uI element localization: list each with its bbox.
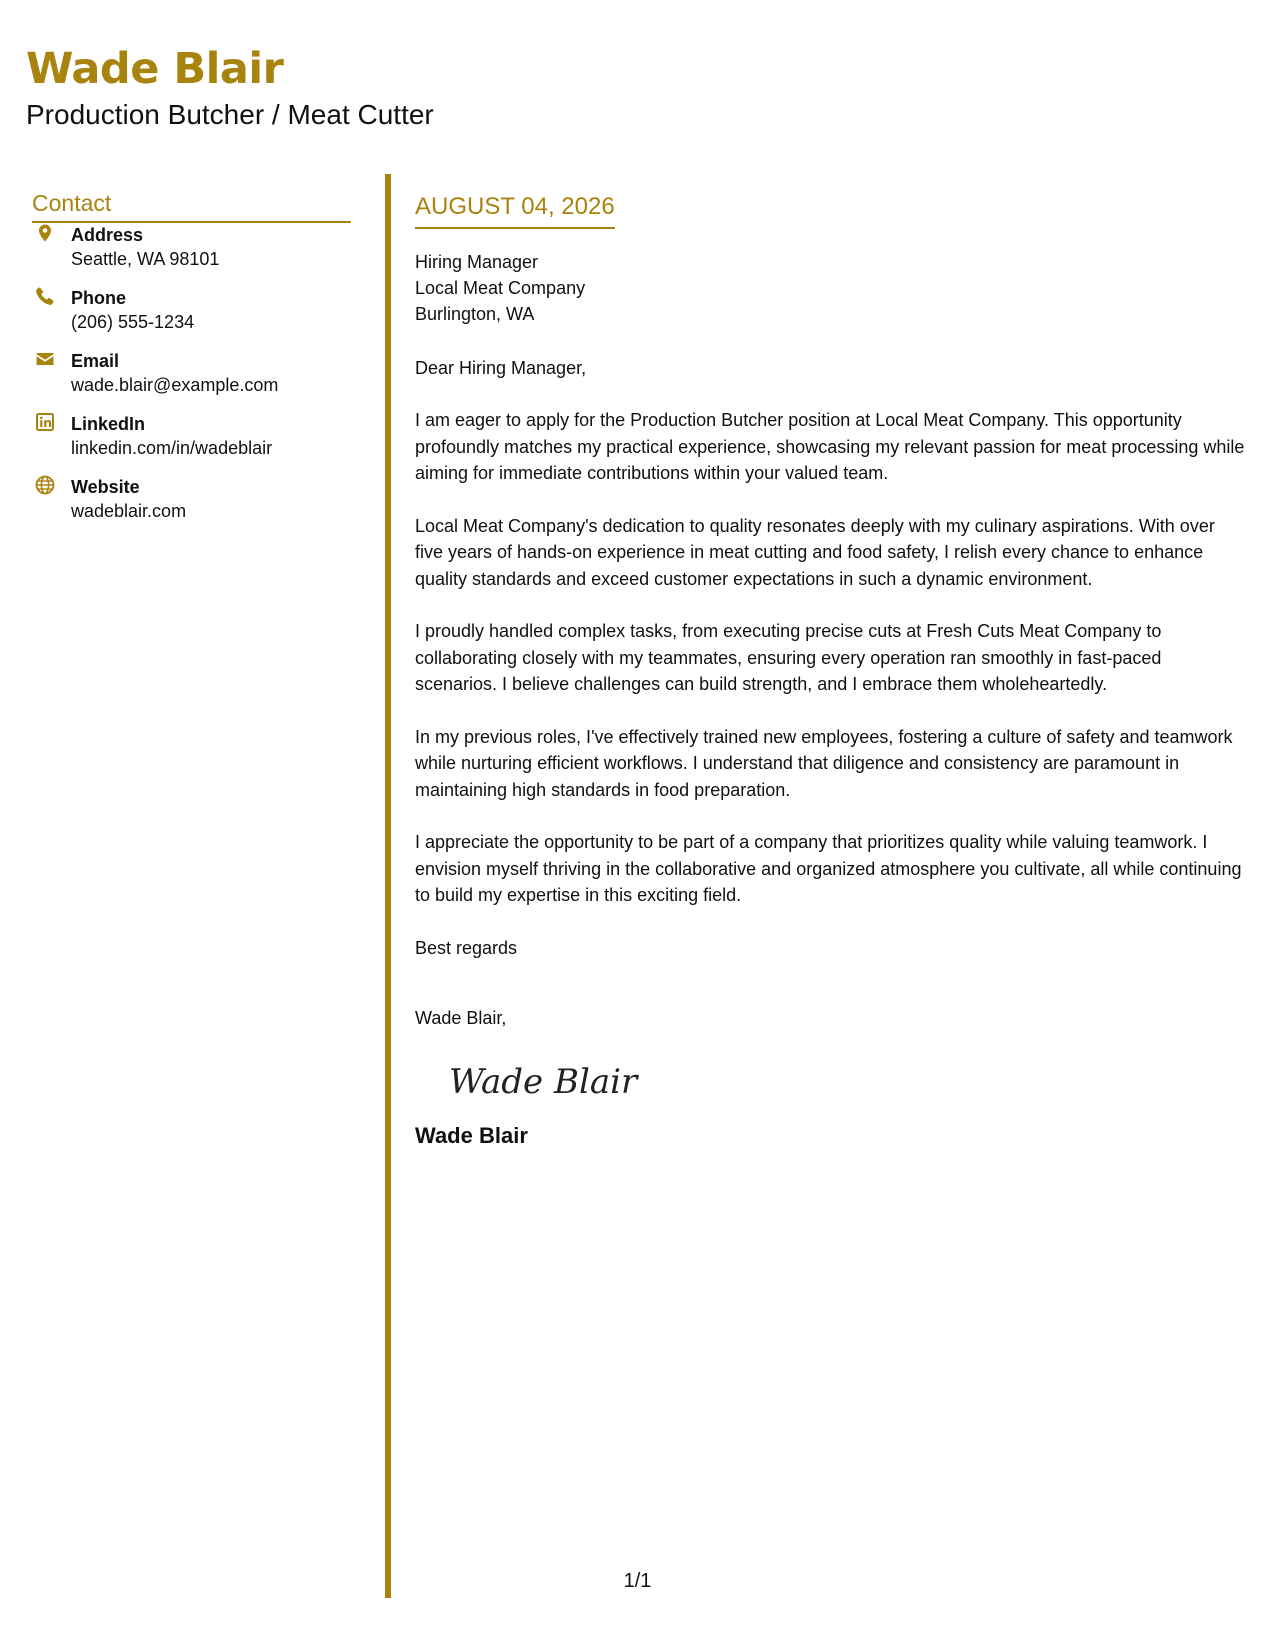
- signoff-name: Wade Blair,: [415, 1007, 507, 1028]
- letter-paragraph: I appreciate the opportunity to be part of a company that prioritizes quality while valuing teamwork. I envision myself thriving in the collaborative and organized atmosphere you cultivate, all while continuing to build my expertise in this exciting field.: [415, 832, 1242, 905]
- linkedin-icon: [35, 412, 55, 432]
- contact-item-linkedin: [32, 412, 351, 475]
- candidate-name: Wade Blair: [26, 44, 284, 94]
- svg-text:Wade Blair: Wade Blair: [449, 1061, 638, 1102]
- salutation: Dear Hiring Manager,: [415, 358, 587, 378]
- letter-body: [415, 193, 1245, 1149]
- contact-item-email: [32, 349, 351, 412]
- contact-value-linkedin: linkedin.com/in/wadeblair: [71, 438, 273, 458]
- contact-sidebar: [32, 190, 351, 538]
- contact-value-phone: (206) 555-1234: [71, 312, 195, 332]
- map-pin-icon: [35, 223, 55, 243]
- recipient-name: Hiring Manager: [415, 252, 539, 272]
- contact-value-email: wade.blair@example.com: [71, 375, 279, 395]
- contact-value-address: Seattle, WA 98101: [71, 249, 220, 269]
- globe-icon: [35, 475, 55, 495]
- recipient-location: Burlington, WA: [415, 304, 535, 324]
- recipient-block: [415, 249, 1245, 327]
- recipient-company: Local Meat Company: [415, 278, 586, 298]
- letter-paragraph: Local Meat Company's dedication to quality resonates deeply with my culinary aspirations. With over five years of hands-on experience in meat cutting and food safety, I relish every chance to enhance quality standards and exceed customer expectations in such a dynamic environment.: [415, 515, 1215, 589]
- contact-label: Email: [71, 351, 120, 371]
- job-title: Production Butcher / Meat Cutter: [26, 99, 434, 130]
- closing: Best regards: [415, 937, 518, 958]
- contact-item-address: [32, 223, 351, 286]
- phone-icon: [35, 286, 55, 306]
- page-number: 1/1: [623, 1570, 652, 1592]
- contact-label: Phone: [71, 288, 127, 308]
- letter-paragraph: I proudly handled complex tasks, from executing precise cuts at Fresh Cuts Meat Company to collaborating closely with my teammates, ensuring every operation ran smoothly in fast-paced scenarios. I believe challenges can build strength, and I embrace them wholeheartedly.: [415, 621, 1162, 694]
- contact-label: LinkedIn: [71, 414, 146, 434]
- contact-heading: Contact: [32, 190, 351, 223]
- signed-name: Wade Blair: [415, 1122, 528, 1148]
- handwritten-signature: [445, 1049, 645, 1109]
- letter-paragraph: I am eager to apply for the Production Butcher position at Local Meat Company. This opportunity profoundly matches my practical experience, showcasing my relevant passion for meat processing while aiming for immediate contributions within your valued team.: [415, 410, 1245, 483]
- contact-label: Address: [71, 225, 144, 245]
- vertical-divider: [385, 174, 391, 1598]
- contact-label: Website: [71, 477, 140, 497]
- contact-value-website: wadeblair.com: [71, 501, 187, 521]
- letter-date: AUGUST 04, 2026: [415, 193, 615, 229]
- letter-paragraph: In my previous roles, I've effectively trained new employees, fostering a culture of safety and teamwork while nurturing efficient workflows. I understand that diligence and consistency are paramount in maintaining high standards in food preparation.: [415, 726, 1233, 800]
- contact-item-phone: [32, 286, 351, 349]
- envelope-icon: [35, 349, 55, 369]
- contact-item-website: [32, 475, 351, 538]
